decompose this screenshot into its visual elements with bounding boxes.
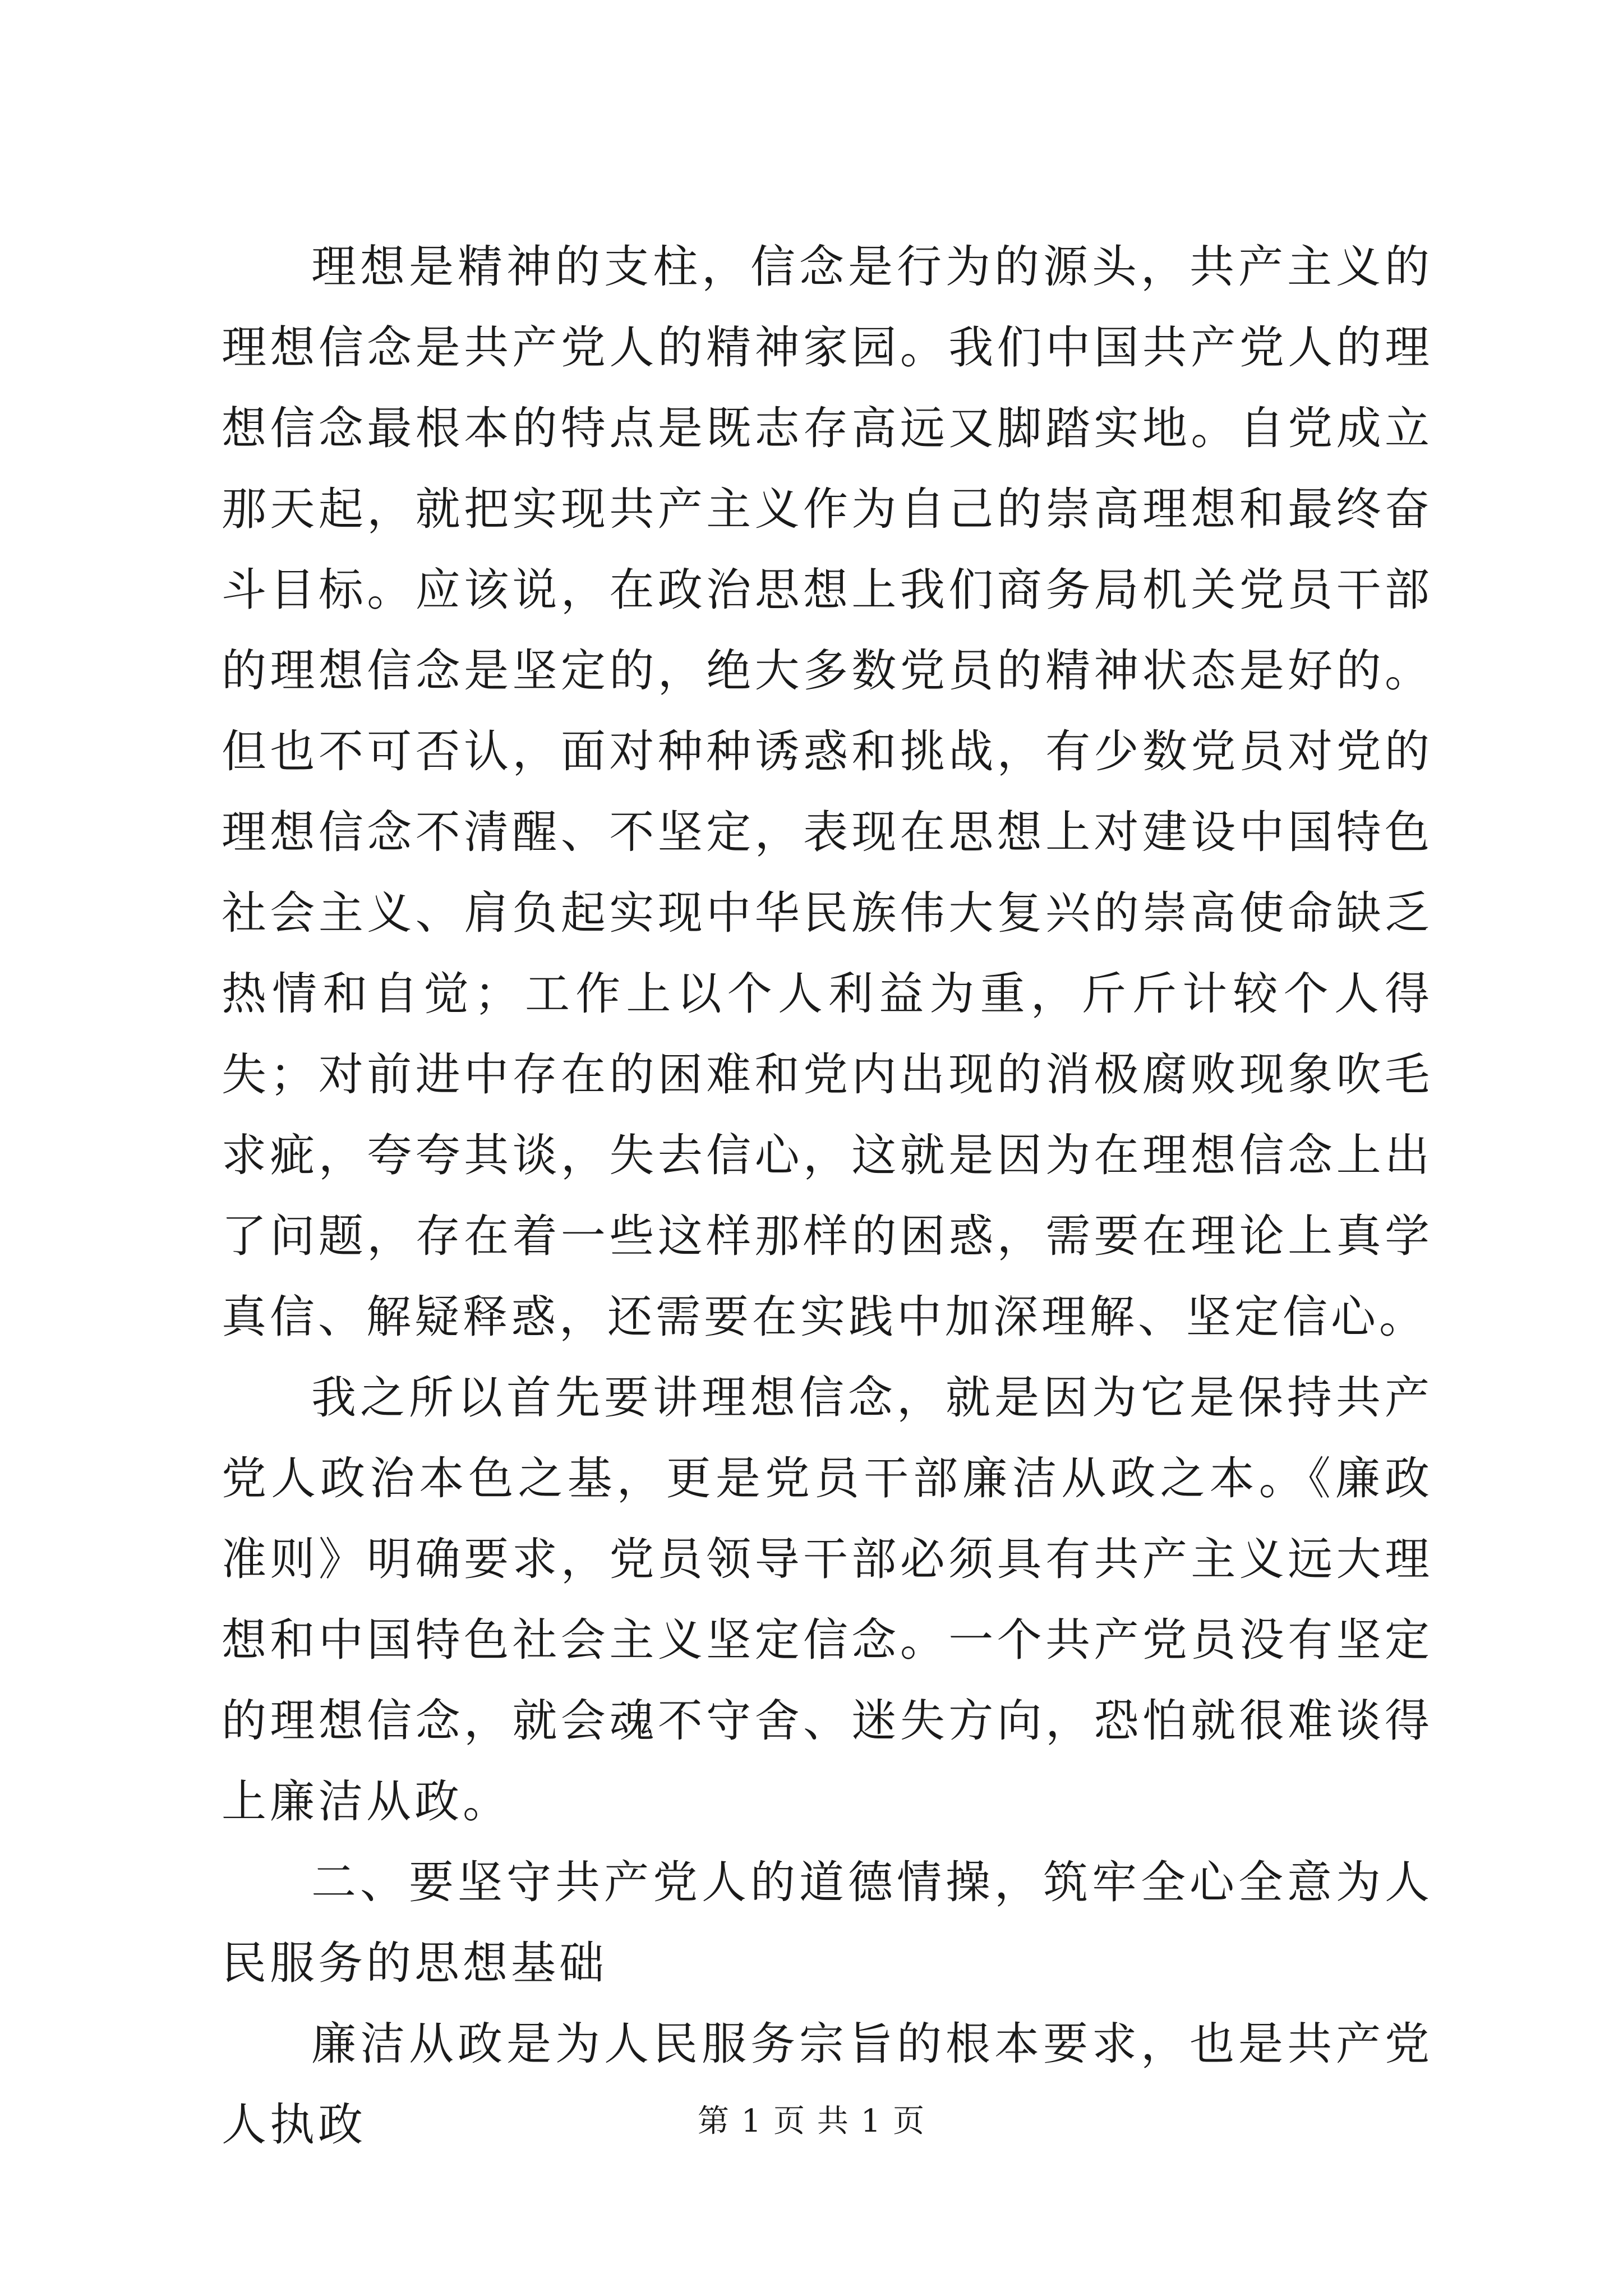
section-heading-moral-integrity: 二、要坚守共产党人的道德情操，筑牢全心全意为人民服务的思想基础 — [222, 1856, 1433, 1989]
document-body — [222, 227, 1433, 2165]
paragraph-ideals-beliefs: 理想是精神的支柱，信念是行为的源头，共产主义的理想信念是共产党人的精神家园。我们中国共产党人的理想信念最根本的特点是既志存高远又脚踏实地。自党成立那天起，就把实现共产主义作为自己的崇高理想和最终奋斗目标。应该说，在政治思想上我们商务局机关党员干部的理想信念是坚定的，绝大多数党员的精神状态是好的。但也不可否认，面对种种诱惑和挑战，有少数党员对党的理想信念不清醒、不坚定，表现在思想上对建设中国特色社会主义、肩负起实现中华民族伟大复兴的崇高使命缺乏热情和自觉；工作上以个人利益为重，斤斤计较个人得失；对前进中存在的困难和党内出现的消极腐败现象吹毛求疵，夸夸其谈，失去信心，这就是因为在理想信念上出了问题，存在着一些这样那样的困惑，需要在理论上真学真信、解疑释惑，还需要在实践中加深理解、坚定信心。 — [222, 241, 1433, 1343]
paragraph-why-ideals-first: 我之所以首先要讲理想信念，就是因为它是保持共产党人政治本色之基，更是党员干部廉洁从政之本。《廉政准则》明确要求，党员领导干部必须具有共产主义远大理想和中国特色社会主义坚定信念。一个共产党员没有坚定的理想信念，就会魂不守舍、迷失方向，恐怕就很难谈得上廉洁从政。 — [222, 1372, 1433, 1828]
page-number-footer: 第 1 页 共 1 页 — [697, 2103, 926, 2139]
paragraph-clean-governance: 廉洁从政是为人民服务宗旨的根本要求，也是共产党人执政 — [222, 2018, 1433, 2151]
